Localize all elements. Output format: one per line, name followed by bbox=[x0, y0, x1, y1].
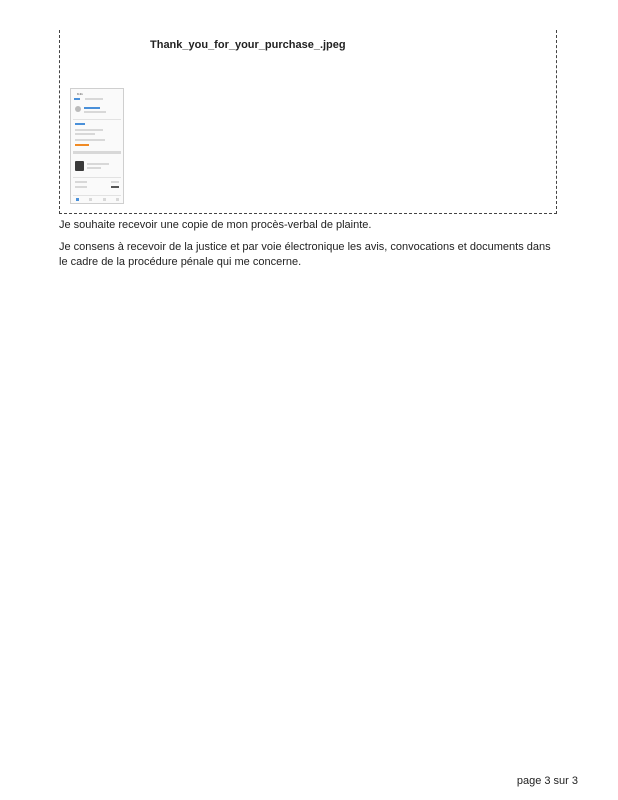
page-number: page 3 sur 3 bbox=[516, 775, 578, 787]
copy-request-paragraph: Je souhaite recevoir une copie de mon procès-verbal de plainte. bbox=[59, 219, 372, 231]
consent-paragraph: Je consens à recevoir de la justice et par voie électronique les avis, convocations et documents dans le cadre de la procédure pénale qui me concerne. bbox=[59, 241, 551, 268]
attachment-box bbox=[59, 30, 557, 214]
attachment-filename: Thank_you_for_your_purchase_.jpeg bbox=[150, 39, 346, 51]
email-screenshot-thumbnail-icon[interactable]: 9:41 bbox=[70, 88, 124, 204]
